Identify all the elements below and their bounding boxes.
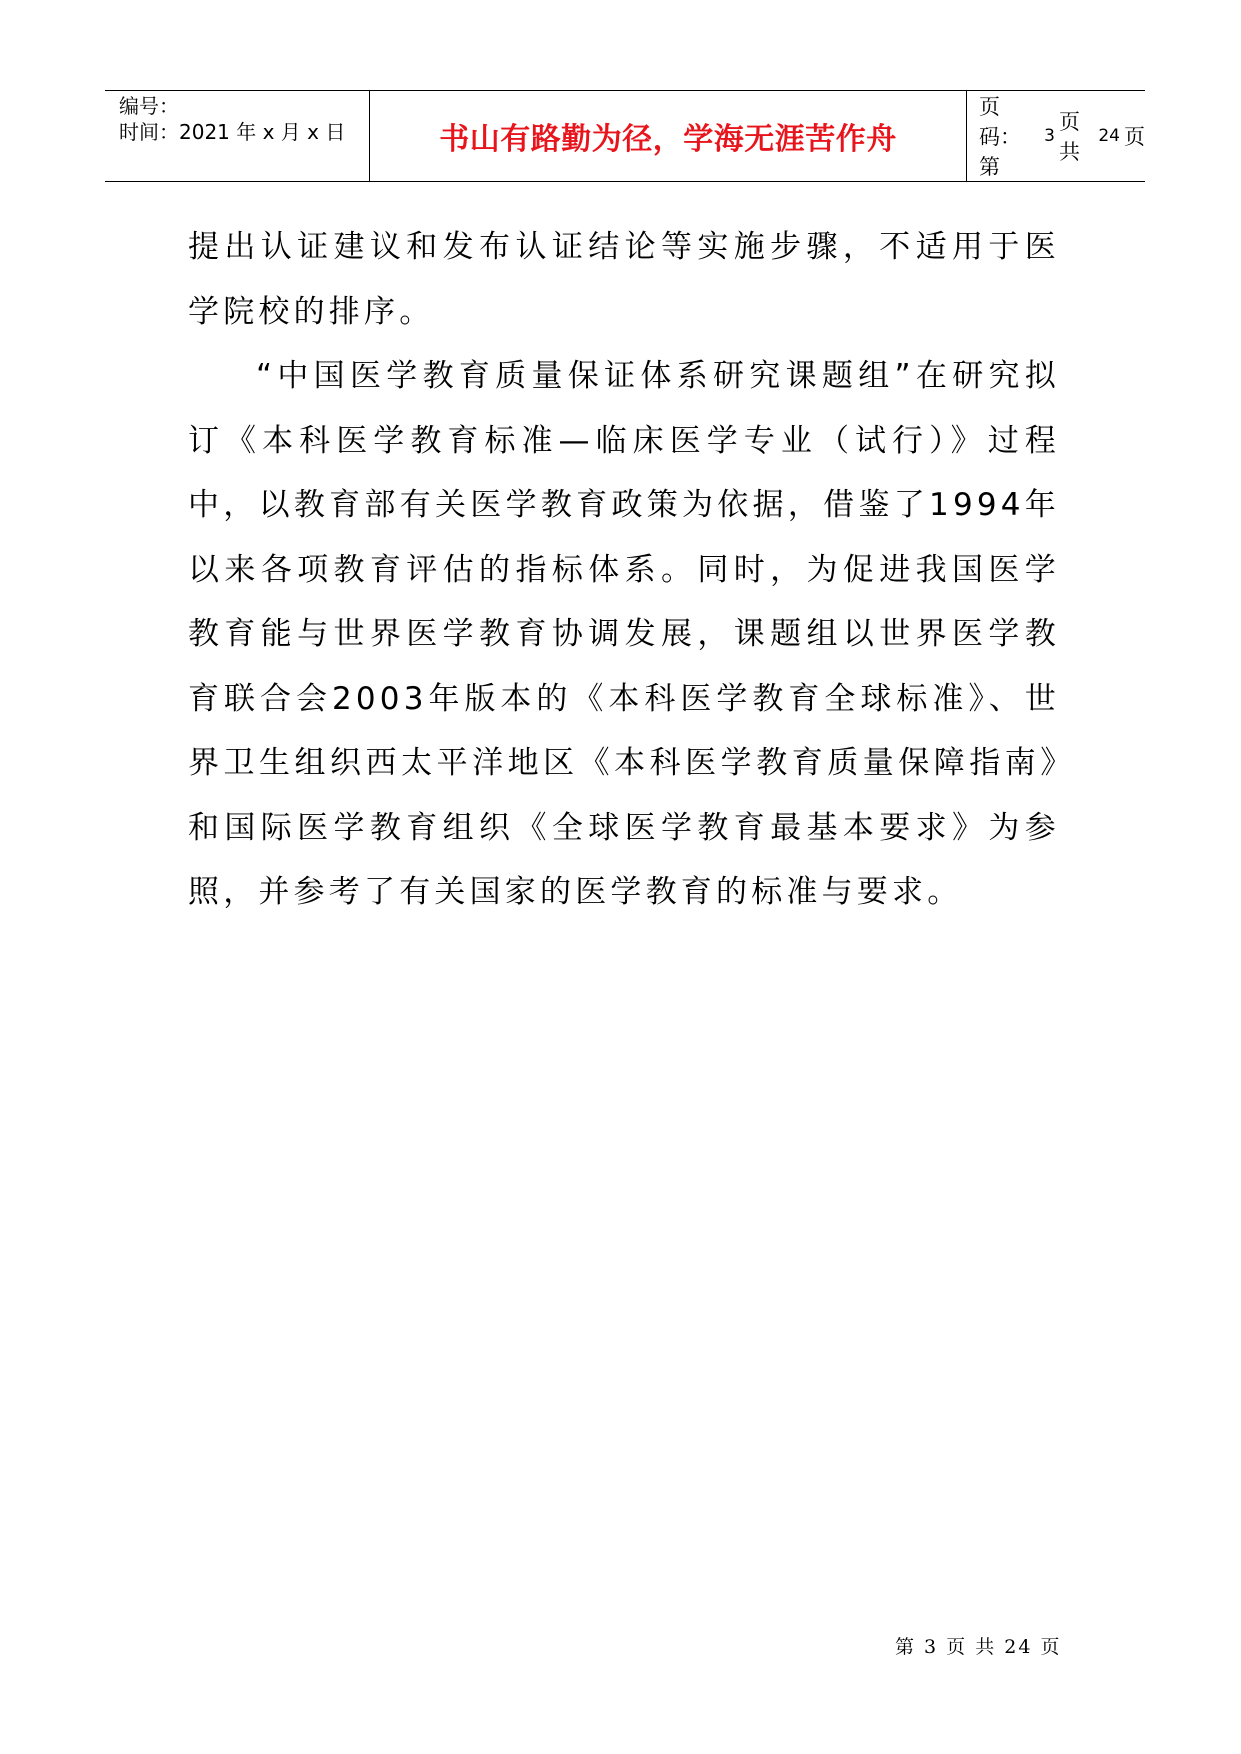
page-footer: 第 3 页 共 24 页 <box>895 1636 1062 1658</box>
document-number-label: 编号： <box>119 94 179 118</box>
header-motto: 书山有路勤为径，学海无涯苦作舟 <box>370 91 967 181</box>
page-header <box>105 90 1145 182</box>
document-time: 时间：2021 年 x 月 x 日 <box>119 120 346 144</box>
page-total: 24 <box>1098 126 1120 146</box>
body-paragraph: 提出认证建议和发布认证结论等实施步骤，不适用于医学院校的排序。 <box>188 229 1060 330</box>
page-middle: 页 共 <box>1058 110 1080 164</box>
page-suffix: 页 <box>1124 125 1145 149</box>
header-meta <box>105 91 370 181</box>
page-prefix: 页码：第 <box>979 95 1021 179</box>
document-body <box>188 215 1060 925</box>
body-paragraph: “中国医学教育质量保证体系研究课题组”在研究拟订《本科医学教育标准—临床医学专业（试行）》过程中，以教育部有关医学教育政策为依据，借鉴了1994年以来各项教育评估的指标体系。同时，为促进我国医学教育能与世界医学教育协调发展，课题组以世界医学教育联合会2003年版本的《本科医学教育全球标准》、世界卫生组织西太平洋地区《本科医学教育质量保障指南》和国际医学教育组织《全球医学教育最基本要求》为参照，并参考了有关国家的医学教育的标准与要求。 <box>188 358 1060 910</box>
page-current: 3 <box>1044 126 1055 146</box>
header-page-info <box>967 91 1145 181</box>
